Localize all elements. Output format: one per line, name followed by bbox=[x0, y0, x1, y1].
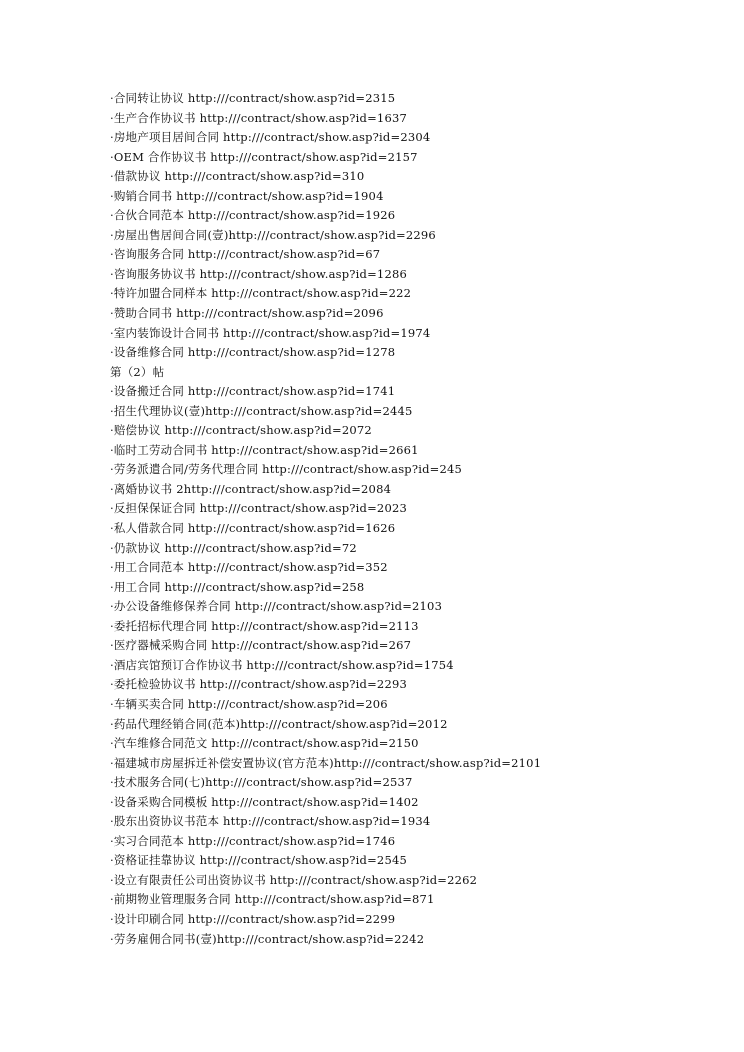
document-line: ·合同转让协议 http:///contract/show.asp?id=2315 bbox=[110, 91, 396, 105]
document-line: ·赔偿协议 http:///contract/show.asp?id=2072 bbox=[110, 423, 372, 438]
document-line: ·用工合同范本 http:///contract/show.asp?id=352 bbox=[110, 560, 388, 575]
document-line: ·合伙合同范本 http:///contract/show.asp?id=1926 bbox=[110, 208, 396, 223]
document-line: ·汽车维修合同范文 http:///contract/show.asp?id=2150 bbox=[110, 736, 419, 751]
document-line: ·办公设备维修保养合同 http:///contract/show.asp?id=2103 bbox=[110, 599, 443, 614]
document-line: ·劳务雇佣合同书(壹)http:///contract/show.asp?id=2242 bbox=[110, 931, 425, 946]
document-line: ·委托招标代理合同 http:///contract/show.asp?id=2113 bbox=[110, 618, 419, 633]
document-line: ·设备采购合同模板 http:///contract/show.asp?id=1402 bbox=[110, 794, 419, 809]
document-line: ·设备搬迁合同 http:///contract/show.asp?id=1741 bbox=[110, 384, 396, 399]
document-line: 第（2）帖 bbox=[110, 364, 165, 379]
document-line: ·设计印刷合同 http:///contract/show.asp?id=2299 bbox=[110, 911, 396, 926]
document-line: ·房地产项目居间合同 http:///contract/show.asp?id=2304 bbox=[110, 130, 431, 145]
document-line: ·借款协议 http:///contract/show.asp?id=310 bbox=[110, 169, 365, 184]
document-line: ·酒店宾馆预订合作协议书 http:///contract/show.asp?id=1754 bbox=[110, 657, 454, 672]
document-line: ·福建城市房屋拆迁补偿安置协议(官方范本)http:///contract/show.asp?id=2101 bbox=[110, 755, 542, 770]
document-line: ·咨询服务合同 http:///contract/show.asp?id=67 bbox=[110, 247, 381, 262]
document-line: ·前期物业管理服务合同 http:///contract/show.asp?id=871 bbox=[110, 892, 435, 907]
document-line: ·用工合同 http:///contract/show.asp?id=258 bbox=[110, 579, 365, 594]
document-line: ·医疗器械采购合同 http:///contract/show.asp?id=267 bbox=[110, 638, 412, 653]
document-line: ·临时工劳动合同书 http:///contract/show.asp?id=2661 bbox=[110, 442, 419, 457]
document-line: ·资格证挂靠协议 http:///contract/show.asp?id=2545 bbox=[110, 853, 407, 868]
document-line: ·房屋出售居间合同(壹)http:///contract/show.asp?id=2296 bbox=[110, 227, 436, 242]
document-line: ·设备维修合同 http:///contract/show.asp?id=1278 bbox=[110, 345, 396, 360]
document-line: ·OEM 合作协议书 http:///contract/show.asp?id=2157 bbox=[110, 149, 418, 164]
document-line: ·药品代理经销合同(范本)http:///contract/show.asp?id=2012 bbox=[110, 716, 448, 731]
document-line: ·劳务派遣合同/劳务代理合同 http:///contract/show.asp?id=245 bbox=[110, 462, 463, 477]
document-line: ·咨询服务协议书 http:///contract/show.asp?id=1286 bbox=[110, 266, 407, 281]
document-line: ·室内装饰设计合同书 http:///contract/show.asp?id=1974 bbox=[110, 325, 431, 340]
document-line: ·仍款协议 http:///contract/show.asp?id=72 bbox=[110, 540, 357, 555]
document-line: ·反担保保证合同 http:///contract/show.asp?id=2023 bbox=[110, 501, 407, 516]
document-line: ·设立有限责任公司出资协议书 http:///contract/show.asp?id=2262 bbox=[110, 872, 478, 887]
document-line: ·离婚协议书 2http:///contract/show.asp?id=2084 bbox=[110, 481, 392, 496]
document-line: ·招生代理协议(壹)http:///contract/show.asp?id=2445 bbox=[110, 403, 413, 418]
document-line: ·赞助合同书 http:///contract/show.asp?id=2096 bbox=[110, 306, 384, 321]
document-line: ·实习合同范本 http:///contract/show.asp?id=1746 bbox=[110, 833, 396, 848]
document-line: ·购销合同书 http:///contract/show.asp?id=1904 bbox=[110, 188, 384, 203]
document-line: ·车辆买卖合同 http:///contract/show.asp?id=206 bbox=[110, 696, 388, 711]
document-line: ·股东出资协议书范本 http:///contract/show.asp?id=1934 bbox=[110, 814, 431, 829]
document-line: ·技术服务合同(七)http:///contract/show.asp?id=2537 bbox=[110, 775, 413, 790]
document-line: ·特许加盟合同样本 http:///contract/show.asp?id=222 bbox=[110, 286, 412, 301]
contract-link-list bbox=[110, 89, 710, 949]
document-line: ·生产合作协议书 http:///contract/show.asp?id=1637 bbox=[110, 110, 407, 125]
document-line: ·私人借款合同 http:///contract/show.asp?id=1626 bbox=[110, 521, 396, 536]
document-line: ·委托检验协议书 http:///contract/show.asp?id=2293 bbox=[110, 677, 407, 692]
